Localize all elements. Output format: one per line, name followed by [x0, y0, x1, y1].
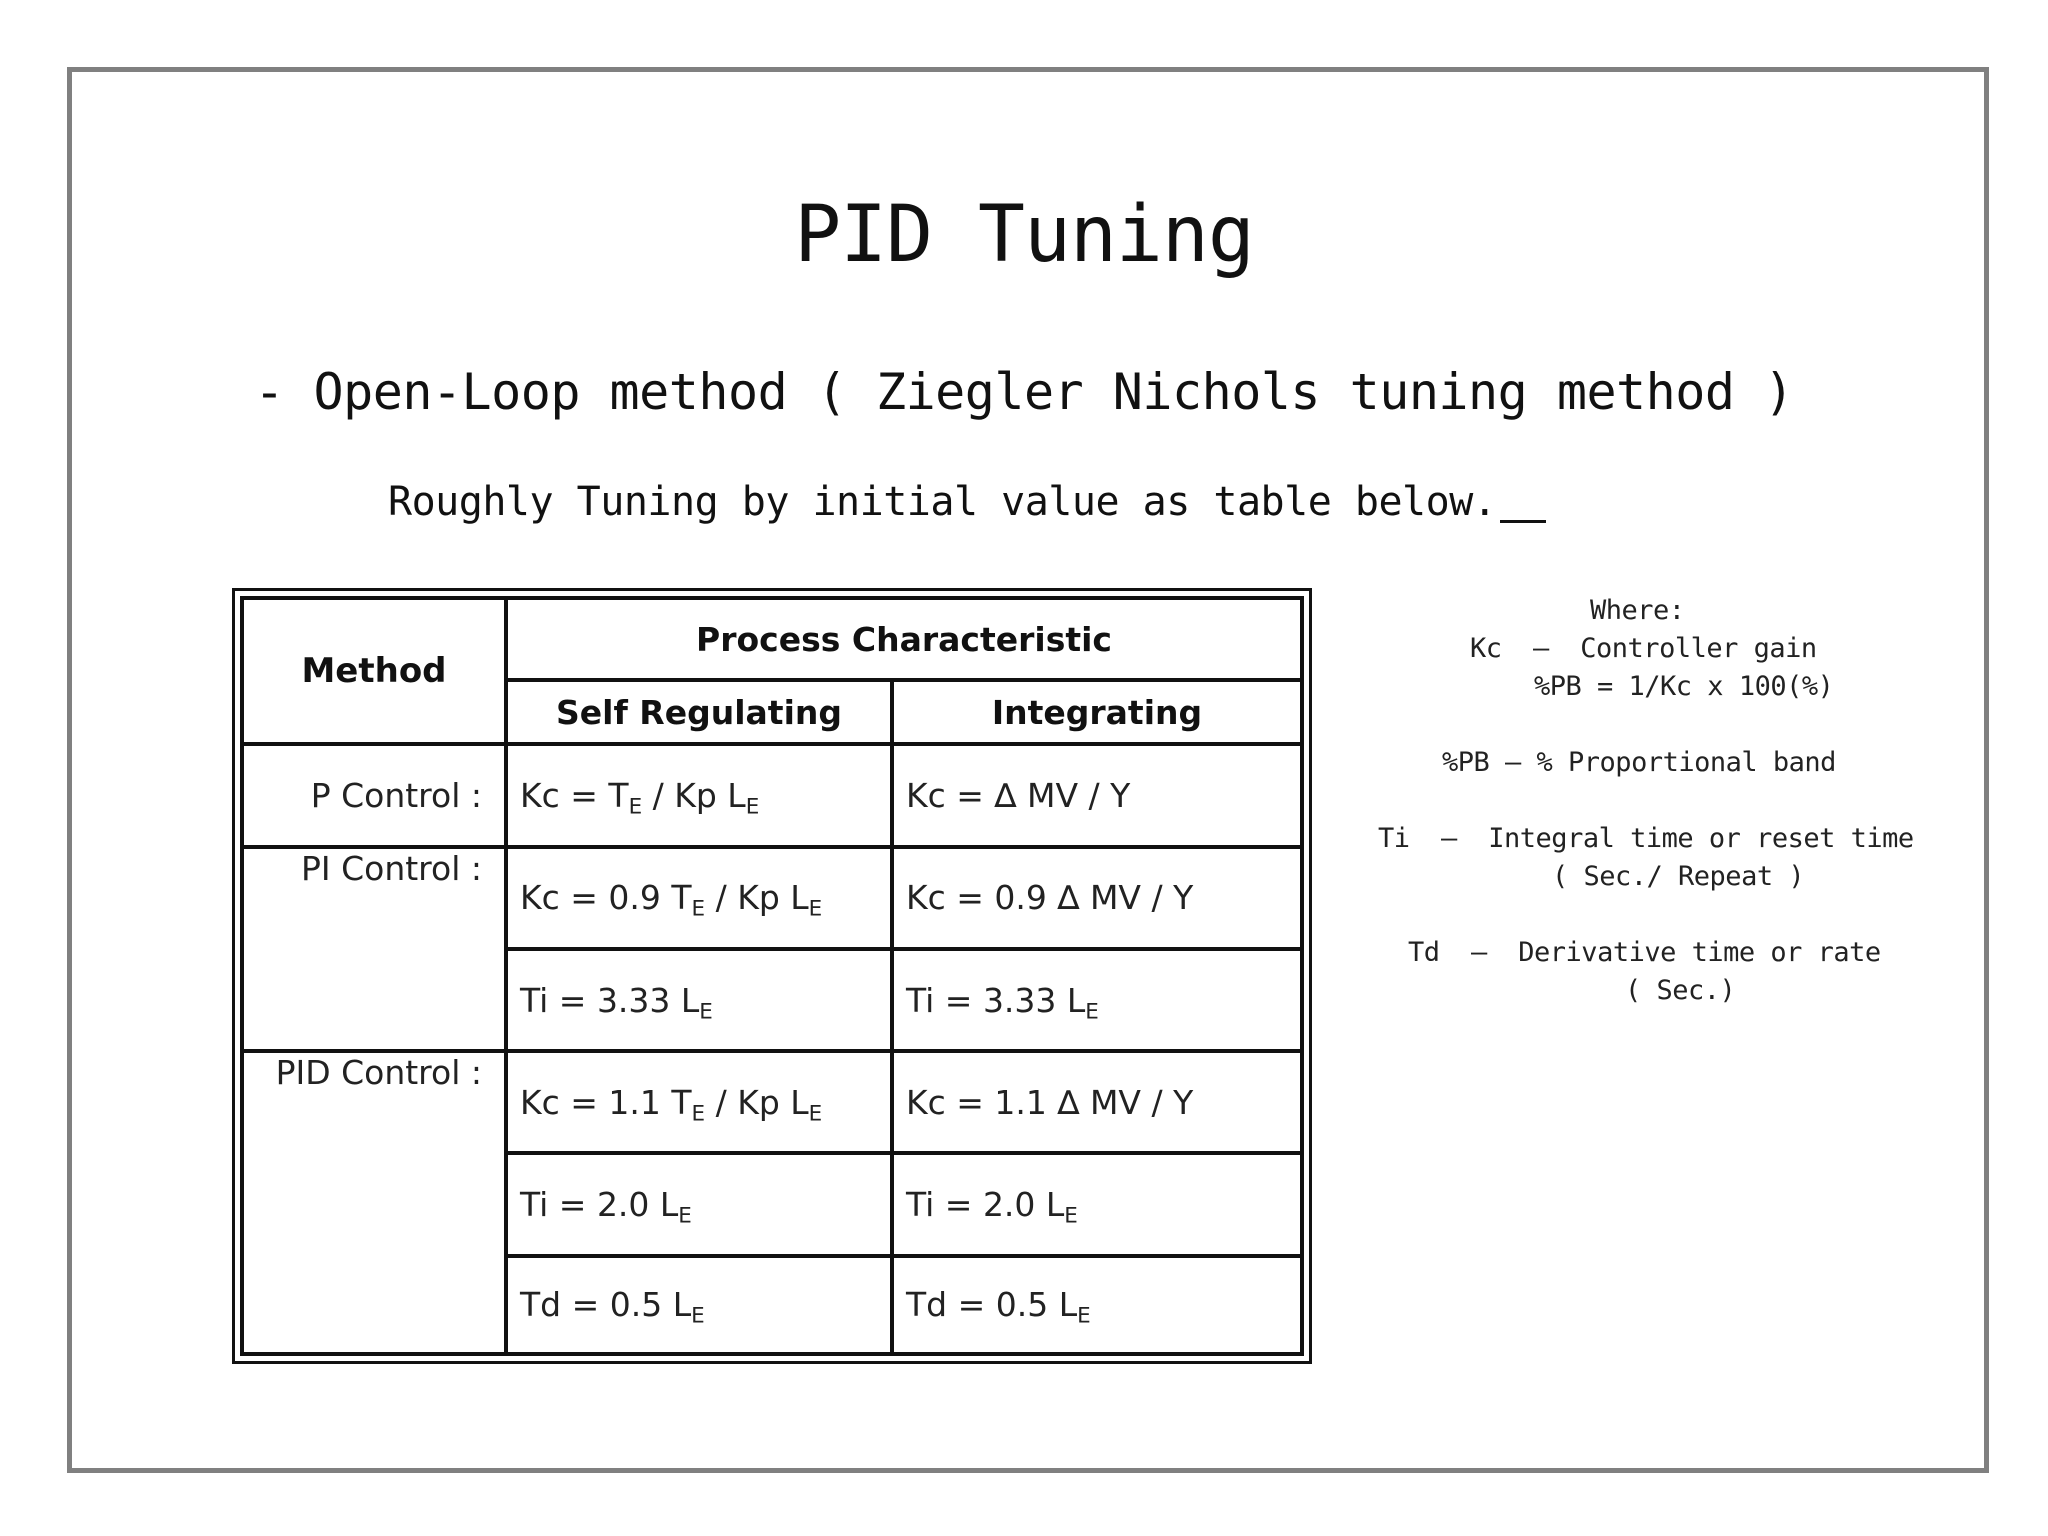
table-row — [242, 1051, 1302, 1153]
cell-pi-ti-int — [892, 949, 1302, 1051]
legend-ti: Ti – Integral time or reset time — [1378, 823, 1914, 854]
header-integrating: Integrating — [892, 680, 1302, 744]
cell-pid-ti-self — [506, 1153, 892, 1255]
formula-part: Kc = 0.9 T — [520, 878, 692, 918]
intro-text — [388, 477, 1546, 527]
cell-pi-kc-int: Kc = 0.9 ∆ MV / Y — [892, 847, 1302, 949]
cell-pid-td-self — [506, 1256, 892, 1354]
formula-subscript: E — [691, 1303, 705, 1329]
legend — [1340, 592, 1940, 1010]
formula-subscript: E — [691, 896, 706, 922]
header-process-characteristic: Process Characteristic — [506, 598, 1302, 680]
formula-subscript: E — [745, 794, 760, 820]
formula-part: Kc = 1.1 T — [520, 1082, 692, 1122]
page-title: PID Tuning — [794, 190, 1254, 280]
formula-part: Td = 0.5 L — [520, 1285, 692, 1325]
method-p-control: P Control : — [242, 744, 506, 846]
formula-part: Ti = 2.0 L — [906, 1185, 1065, 1225]
legend-ti-unit: ( Sec./ Repeat ) — [1552, 861, 1805, 892]
cell-pid-ti-int — [892, 1153, 1302, 1255]
cell-p-int: Kc = ∆ MV / Y — [892, 744, 1302, 846]
formula-subscript: E — [1085, 998, 1099, 1024]
legend-spacer — [1340, 706, 1940, 744]
formula-subscript: E — [699, 998, 713, 1024]
formula-part: Ti = 2.0 L — [520, 1185, 679, 1225]
table-row — [242, 847, 1302, 949]
formula-part: Ti = 3.33 L — [520, 980, 700, 1020]
formula-subscript: E — [808, 896, 823, 922]
legend-spacer — [1340, 896, 1940, 934]
formula-part: / Kp L — [705, 1082, 809, 1122]
cell-p-self — [506, 744, 892, 846]
cell-pid-td-int — [892, 1256, 1302, 1354]
tuning-table — [240, 596, 1304, 1356]
formula-part: Kc = T — [520, 775, 629, 815]
underline-mark — [1500, 520, 1546, 523]
intro-text-label: Roughly Tuning by initial value as table below. — [388, 479, 1497, 525]
legend-td-unit: ( Sec.) — [1625, 975, 1736, 1006]
legend-where: Where: — [1590, 595, 1685, 626]
legend-pb: %PB – % Proportional band — [1442, 747, 1836, 778]
table-header-row — [242, 598, 1302, 680]
table-row — [242, 744, 1302, 846]
legend-spacer — [1340, 782, 1940, 820]
cell-pi-kc-self — [506, 847, 892, 949]
subtitle: - Open-Loop method ( Ziegler Nichols tuning method ) — [254, 363, 1794, 421]
formula-subscript: E — [678, 1203, 692, 1229]
legend-kc: Kc – Controller gain — [1470, 633, 1817, 664]
method-pid-control: PID Control : — [242, 1051, 506, 1354]
header-method: Method — [242, 598, 506, 744]
cell-pi-ti-self — [506, 949, 892, 1051]
formula-subscript: E — [808, 1101, 823, 1127]
formula-part: Ti = 3.33 L — [906, 980, 1086, 1020]
formula-part: / Kp L — [705, 878, 809, 918]
formula-part: Td = 0.5 L — [906, 1285, 1078, 1325]
legend-td: Td – Derivative time or rate — [1408, 937, 1881, 968]
cell-pid-kc-int: Kc = 1.1 ∆ MV / Y — [892, 1051, 1302, 1153]
formula-subscript: E — [1077, 1303, 1091, 1329]
formula-subscript: E — [1064, 1203, 1078, 1229]
formula-part: / Kp L — [642, 775, 746, 815]
method-pi-control: PI Control : — [242, 847, 506, 1052]
cell-pid-kc-self — [506, 1051, 892, 1153]
formula-subscript: E — [691, 1101, 706, 1127]
legend-pb-formula: %PB = 1/Kc x 100(%) — [1534, 671, 1834, 702]
header-self-regulating: Self Regulating — [506, 680, 892, 744]
tuning-table-frame — [232, 588, 1312, 1364]
formula-subscript: E — [628, 794, 643, 820]
